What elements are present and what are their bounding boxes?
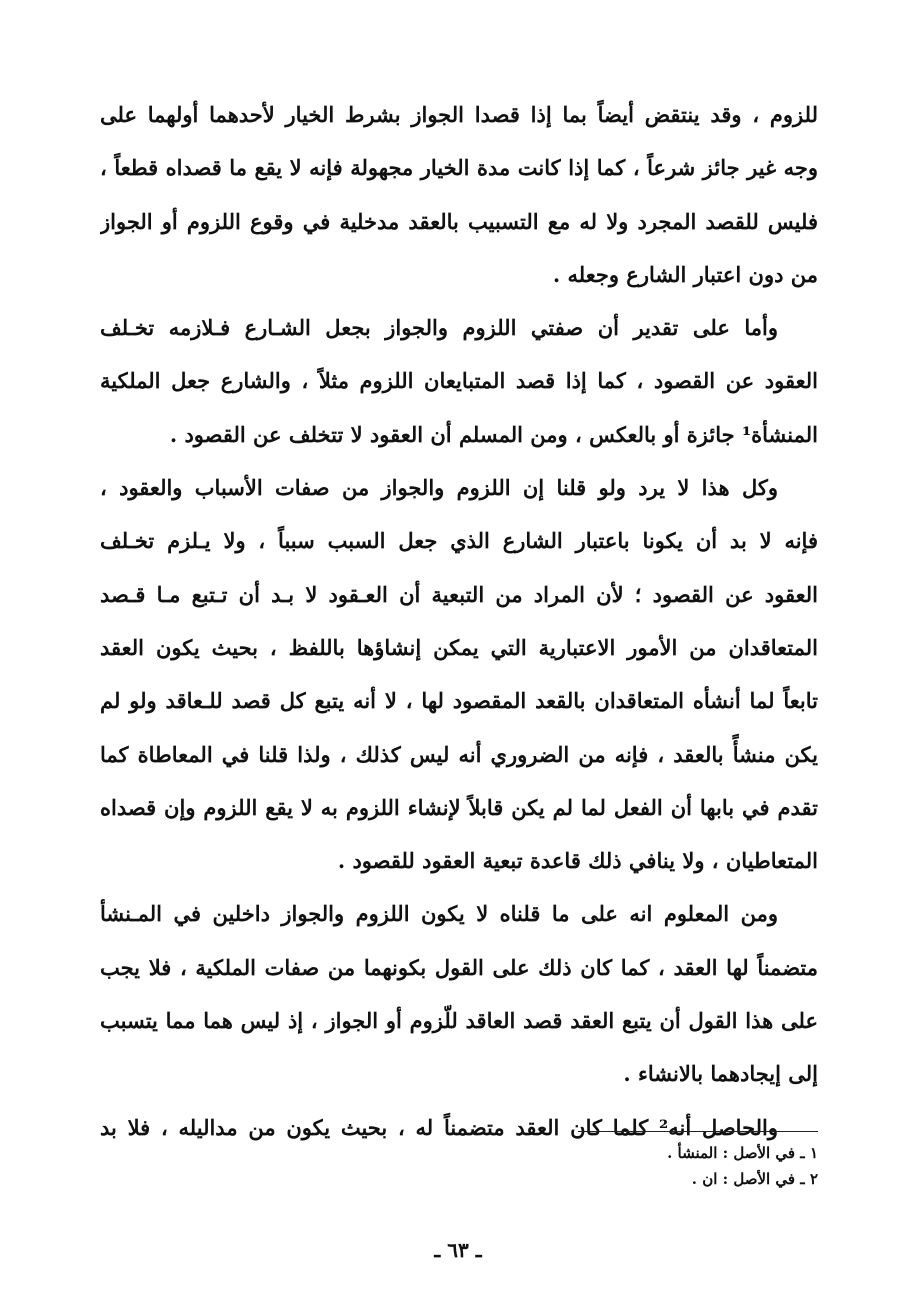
text-line: وكل هذا لا يرد ولو قلنا إن اللزوم والجواز من صفات الأسباب والعقود ، bbox=[100, 475, 778, 501]
text-line: العقود عن القصود ، كما إذا قصد المتبايعان اللزوم مثلاً ، والشارع جعل الملكية bbox=[100, 368, 818, 394]
footnote-separator bbox=[578, 1131, 818, 1132]
main-text bbox=[100, 88, 818, 1154]
text-line: للزوم ، وقد ينتقض أيضاً بما إذا قصدا الجواز بشرط الخيار لأحدهما أولهما على bbox=[100, 102, 818, 127]
text-line: وأما على تقدير أن صفتي اللزوم والجواز بجعل الشـارع فـلازمه تخـلف bbox=[100, 315, 778, 341]
text-line: المتعاقدان من الأمور الاعتبارية التي يمكن إنشاؤها باللفظ ، بحيث يكون العقد bbox=[100, 634, 818, 660]
text-line: تقدم في بابها أن الفعل لما لم يكن قابلاً لإنشاء اللزوم به لا يقع اللزوم وإن قصداه bbox=[100, 794, 818, 820]
text-line: والحاصل أنه² كلما كان العقد متضمناً له ، بحيث يكون من مداليله ، فلا بد bbox=[100, 1114, 779, 1140]
text-line: تابعاً لما أنشأه المتعاقدان بالقعد المقصود لها ، لا أنه يتبع كل قصد للـعاقد ولو لم bbox=[100, 688, 818, 714]
footnote-1: ١ ـ في الأصل : المنشأ . bbox=[667, 1144, 818, 1162]
paragraph-1 bbox=[100, 88, 818, 301]
text-line: متضمناً لها العقد ، كما كان ذلك على القول بكونهما من صفات الملكية ، فلا يجب bbox=[100, 954, 818, 980]
text-line: المتعاطيان ، ولا ينافي ذلك قاعدة تبعية العقود للقصود . bbox=[337, 848, 818, 874]
text-line: المنشأة¹ جائزة أو بالعكس ، ومن المسلم أن العقود لا تتخلف عن القصود . bbox=[169, 421, 818, 447]
text-line: وجه غير جائز شرعاً ، كما إذا كانت مدة الخيار مجهولة فإنه لا يقع ما قصداه قطعاً ، bbox=[100, 155, 818, 181]
text-line: فليس للقصد المجرد ولا له مع التسبيب بالعقد مدخلية في وقوع اللزوم أو الجواز bbox=[100, 208, 818, 234]
text-line: يكن منشأً بالعقد ، فإنه من الضروري أنه ليس كذلك ، ولذا قلنا في المعاطاة كما bbox=[100, 741, 818, 767]
text-line: على هذا القول أن يتبع العقد قصد العاقد للّزوم أو الجواز ، إذ ليس هما مما يتسبب bbox=[100, 1008, 818, 1034]
footnotes bbox=[418, 1140, 818, 1192]
paragraph-4 bbox=[100, 887, 818, 1100]
text-line: فإنه لا بد أن يكونا باعتبار الشارع الذي جعل السبب سبباً ، ولا يـلزم تخـلف bbox=[100, 528, 818, 554]
footnote-2: ٢ ـ في الأصل : ان . bbox=[691, 1170, 818, 1188]
paragraph-2 bbox=[100, 301, 818, 461]
paragraph-3 bbox=[100, 461, 818, 887]
text-line: ومن المعلوم انه على ما قلناه لا يكون اللزوم والجواز داخلين في المـنشأ bbox=[100, 901, 778, 927]
text-line: إلى إيجادهما بالانشاء . bbox=[623, 1061, 818, 1087]
text-line: العقود عن القصود ؛ لأن المراد من التبعية أن العـقود لا بـد أن تـتبع مـا قـصد bbox=[100, 581, 818, 607]
page-number: ـ ٦٣ ـ bbox=[434, 1238, 482, 1262]
text-line: من دون اعتبار الشارع وجعله . bbox=[552, 261, 818, 287]
